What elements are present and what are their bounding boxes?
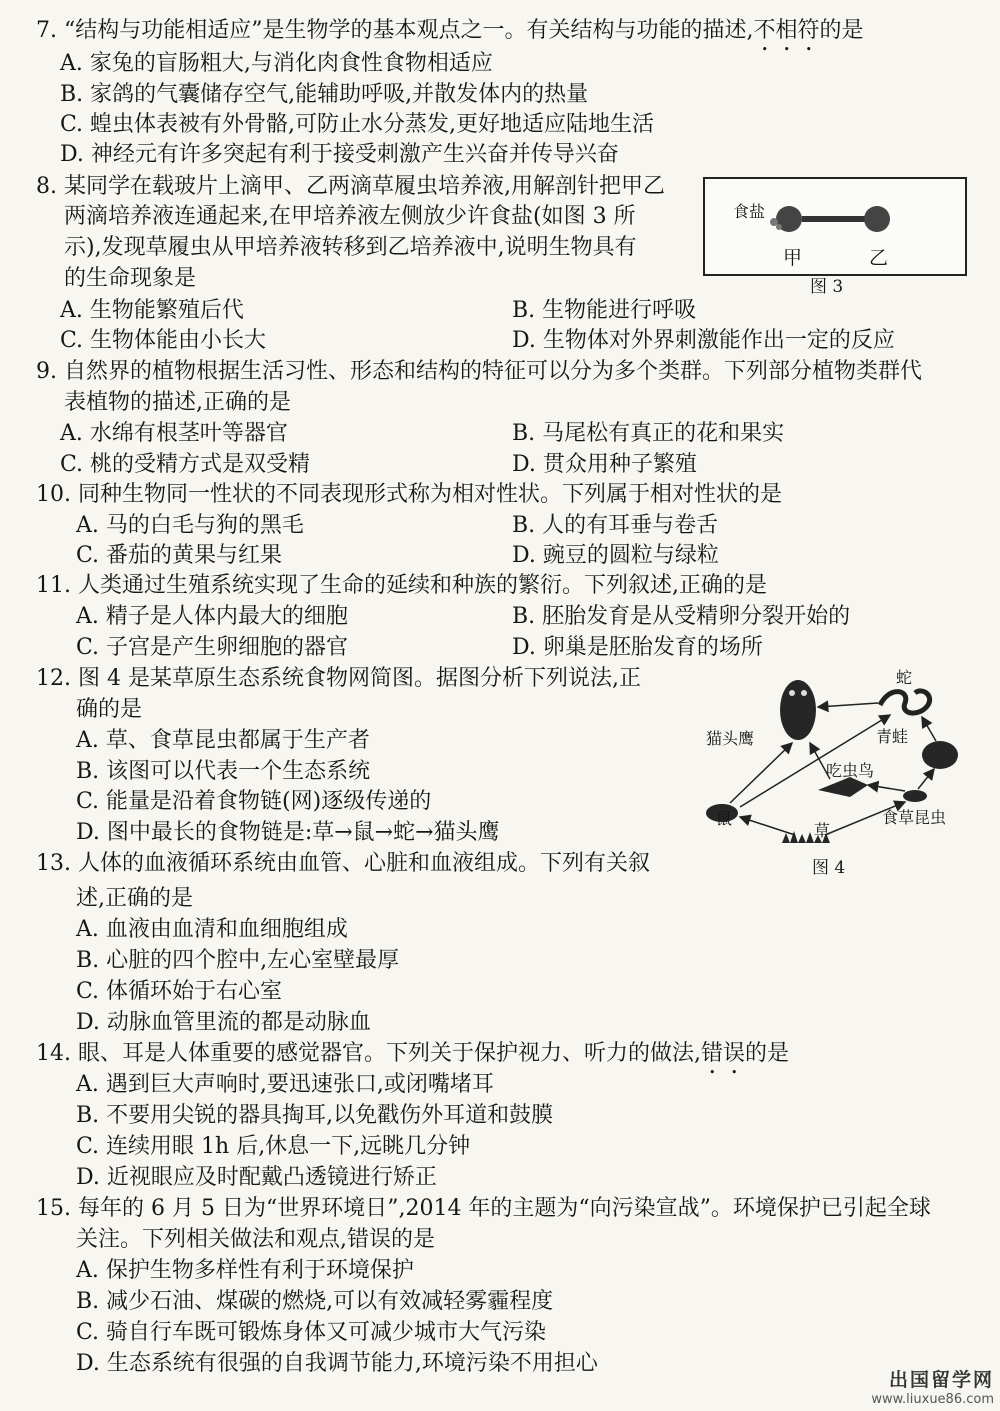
- q7-option-c: C. 蝗虫体表被有外骨骼,可防止水分蒸发,更好地适应陆地生活: [60, 112, 655, 137]
- q11-option-d: D. 卵巢是胚胎发育的场所: [512, 635, 763, 660]
- owl-icon: [780, 680, 816, 740]
- question-13-stem: [36, 849, 650, 879]
- q7-option-a: A. 家兔的盲肠粗大,与消化肉食性食物相适应: [60, 51, 493, 76]
- question-11-stem: [36, 571, 767, 601]
- q9-option-a: A. 水绵有根茎叶等器官: [60, 421, 288, 446]
- figure-3-drawing: [705, 179, 965, 274]
- question-text: 人体的血液循环系统由血管、心脏和血液组成。下列有关叙: [78, 851, 651, 876]
- insect-icon: [903, 790, 927, 802]
- question-number: 7.: [36, 18, 57, 43]
- question-text: 自然界的植物根据生活习性、形态和结构的特征可以分为多个类群。下列部分植物类群代: [64, 359, 923, 384]
- question-text-end: 的是: [745, 1041, 790, 1066]
- question-number: 14.: [36, 1041, 71, 1066]
- question-text: 眼、耳是人体重要的感觉器官。下列关于保护视力、听力的做法,: [78, 1041, 701, 1066]
- q12-option-a: A. 草、食草昆虫都属于生产者: [76, 728, 370, 753]
- question-15-line-2: 关注。下列相关做法和观点,错误的是: [76, 1227, 435, 1252]
- q10-option-b: B. 人的有耳垂与卷舌: [512, 513, 719, 538]
- question-13-line-2: 述,正确的是: [76, 886, 193, 911]
- q15-option-c: C. 骑自行车既可锻炼身体又可减少城市大气污染: [76, 1320, 547, 1345]
- emphasis-text: 不相符: [753, 18, 820, 43]
- q14-option-b: B. 不要用尖锐的器具掏耳,以免戳伤外耳道和鼓膜: [76, 1103, 554, 1128]
- owl-eye: [789, 690, 795, 696]
- arrow-insect-to-bird: [868, 785, 905, 791]
- q7-option-b: B. 家鸽的气囊储存空气,能辅助呼吸,并散发体内的热量: [60, 82, 589, 107]
- q15-option-d: D. 生态系统有很强的自我调节能力,环境污染不用担心: [76, 1351, 598, 1376]
- q13-option-c: C. 体循环始于右心室: [76, 979, 283, 1004]
- question-number: 12.: [36, 666, 71, 691]
- question-text: 图 4 是某草原生态系统食物网简图。据图分析下列说法,正: [78, 666, 641, 691]
- question-12-stem: [36, 664, 641, 694]
- arrow-frog-to-snake: [922, 717, 936, 741]
- emphasis-text: 错误: [701, 1041, 746, 1066]
- q11-option-c: C. 子宫是产生卵细胞的器官: [76, 635, 349, 660]
- q12-option-c: C. 能量是沿着食物链(网)逐级传递的: [76, 789, 432, 814]
- salt-label: 食盐: [733, 202, 766, 221]
- q8-option-c: C. 生物体能由小长大: [60, 328, 267, 353]
- jia-label: 甲: [783, 247, 803, 269]
- q8-option-b: B. 生物能进行呼吸: [512, 298, 697, 323]
- grass-label: 草: [814, 821, 831, 840]
- q10-option-d: D. 豌豆的圆粒与绿粒: [512, 543, 719, 568]
- q14-option-d: D. 近视眼应及时配戴凸透镜进行矫正: [76, 1165, 437, 1190]
- question-9-stem: [36, 357, 922, 387]
- salt-particles: [770, 218, 778, 226]
- question-text-end: 的是: [819, 18, 864, 43]
- q12-option-b: B. 该图可以代表一个生态系统: [76, 759, 371, 784]
- mouse-label: 鼠: [716, 809, 733, 828]
- question-8-line-2: 两滴培养液连通起来,在甲培养液左侧放少许食盐(如图 3 所: [64, 204, 636, 229]
- frog-label: 青蛙: [876, 727, 909, 746]
- figure-4-caption: 图 4: [812, 858, 846, 878]
- question-number: 13.: [36, 851, 71, 876]
- question-8-line-3: 示),发现草履虫从甲培养液转移到乙培养液中,说明生物具有: [64, 235, 637, 260]
- q15-option-b: B. 减少石油、煤碳的燃烧,可以有效减轻雾霾程度: [76, 1289, 554, 1314]
- q10-option-a: A. 马的白毛与狗的黑毛: [76, 513, 304, 538]
- owl-eye: [801, 690, 807, 696]
- q9-option-b: B. 马尾松有真正的花和果实: [512, 421, 785, 446]
- snake-label: 蛇: [896, 668, 913, 687]
- drop-yi: [864, 206, 890, 232]
- q14-option-c: C. 连续用眼 1h 后,休息一下,远眺几分钟: [76, 1134, 471, 1159]
- question-text: 同种生物同一性状的不同表现形式称为相对性状。下列属于相对性状的是: [78, 482, 783, 507]
- question-8-line-4: 的生命现象是: [64, 266, 197, 291]
- arrow-snake-to-owl: [818, 703, 878, 707]
- question-8-stem: [36, 172, 665, 202]
- arrow-insect-to-frog: [918, 769, 934, 789]
- question-15-stem: [36, 1194, 931, 1224]
- question-10-stem: [36, 480, 782, 510]
- q11-option-b: B. 胚胎发育是从受精卵分裂开始的: [512, 604, 851, 629]
- question-12-line-2: 确的是: [76, 697, 143, 722]
- q9-option-d: D. 贯众用种子繁殖: [512, 452, 697, 477]
- figure-3-caption: 图 3: [810, 277, 844, 297]
- site-watermark: [871, 1365, 994, 1407]
- q15-option-a: A. 保护生物多样性有利于环境保护: [76, 1258, 414, 1283]
- frog-icon: [922, 741, 958, 769]
- snake-icon: [880, 691, 930, 713]
- q13-option-d: D. 动脉血管里流的都是动脉血: [76, 1010, 371, 1035]
- question-number: 11.: [36, 573, 71, 598]
- q11-option-a: A. 精子是人体内最大的细胞: [76, 604, 348, 629]
- salt-particles: [776, 224, 782, 230]
- owl-label: 猫头鹰: [706, 729, 755, 748]
- q13-option-a: A. 血液由血清和血细胞组成: [76, 917, 348, 942]
- figure-3: [703, 177, 967, 276]
- q12-option-d: D. 图中最长的食物链是:草→鼠→蛇→猫头鹰: [76, 820, 500, 845]
- q8-option-a: A. 生物能繁殖后代: [60, 298, 244, 323]
- watermark-url: www.liuxue86.com: [871, 1392, 994, 1407]
- bird-label: 吃虫鸟: [826, 761, 875, 780]
- question-text: “结构与功能相适应”是生物学的基本观点之一。有关结构与功能的描述,: [64, 18, 754, 43]
- question-number: 8.: [36, 174, 57, 199]
- question-number: 9.: [36, 359, 57, 384]
- question-text: 某同学在载玻片上滴甲、乙两滴草履虫培养液,用解剖针把甲乙: [64, 174, 665, 199]
- question-text: 人类通过生殖系统实现了生命的延续和种族的繁衍。下列叙述,正确的是: [78, 573, 767, 598]
- question-9-line-2: 表植物的描述,正确的是: [64, 390, 291, 415]
- q13-option-b: B. 心脏的四个腔中,左心室壁最厚: [76, 948, 400, 973]
- q10-option-c: C. 番茄的黄果与红果: [76, 543, 283, 568]
- question-number: 10.: [36, 482, 71, 507]
- insect-label: 食草昆虫: [882, 808, 947, 827]
- yi-label: 乙: [869, 247, 889, 269]
- q14-option-a: A. 遇到巨大声响时,要迅速张口,或闭嘴堵耳: [76, 1072, 494, 1097]
- watermark-name: 出国留学网: [888, 1369, 994, 1391]
- question-number: 15.: [36, 1196, 71, 1221]
- arrow-grass-to-mouse: [740, 817, 795, 835]
- q8-option-d: D. 生物体对外界刺激能作出一定的反应: [512, 328, 895, 353]
- q7-option-d: D. 神经元有许多突起有利于接受刺激产生兴奋并传导兴奋: [60, 142, 619, 167]
- q9-option-c: C. 桃的受精方式是双受精: [60, 452, 311, 477]
- question-text: 每年的 6 月 5 日为“世界环境日”,2014 年的主题为“向污染宣战”。环境保护已引起全球: [78, 1196, 931, 1221]
